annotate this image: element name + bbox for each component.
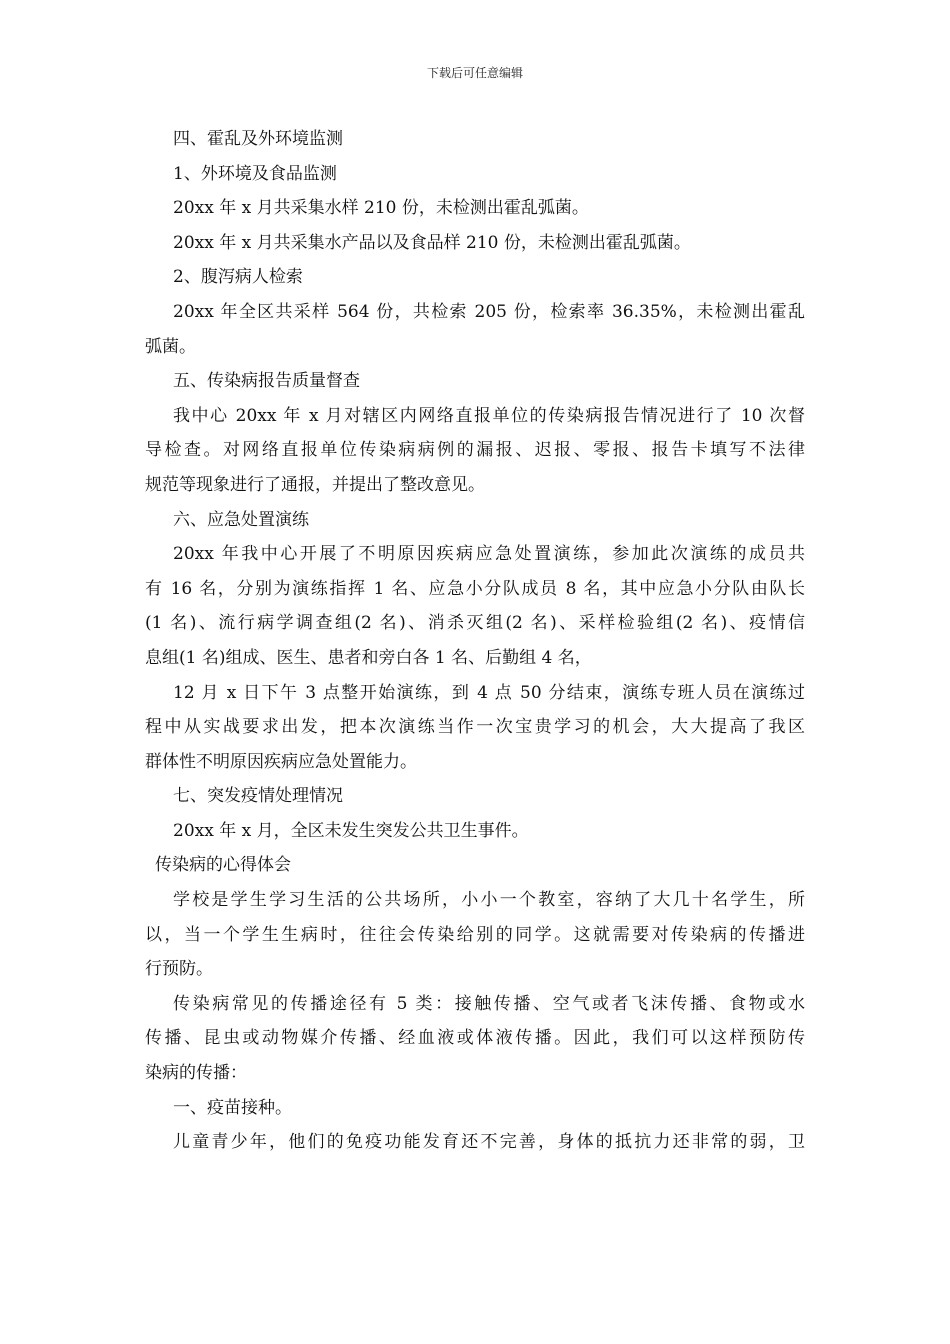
paragraph-line: 行预防。 — [145, 959, 213, 980]
paragraph-line: 程中从实战要求出发，把本次演练当作一次宝贵学习的机会，大大提高了我区 — [145, 717, 805, 738]
paragraph-line: 20xx 年全区共采样 564 份，共检索 205 份，检索率 36.35%，未检测出霍乱 — [173, 301, 805, 322]
page-header: 下载后可任意编辑 — [426, 66, 523, 80]
paragraph-line: 导检查。对网络直报单位传染病病例的漏报、迟报、零报、报告卡填写不法律 — [145, 440, 805, 461]
paragraph-line: 儿童青少年，他们的免疫功能发育还不完善，身体的抵抗力还非常的弱，卫 — [173, 1132, 805, 1153]
section-heading: 四、霍乱及外环境监测 — [173, 129, 343, 149]
document-body — [145, 122, 805, 1160]
paragraph-line: 20xx 年 x 月，全区未发生突发公共卫生事件。 — [173, 820, 529, 841]
paragraph-line: 传染病常见的传播途径有 5 类：接触传播、空气或者飞沫传播、食物或水 — [173, 993, 805, 1014]
paragraph-line: 传播、昆虫或动物媒介传播、经血液或体液传播。因此，我们可以这样预防传 — [145, 1028, 805, 1049]
paragraph-line: 学校是学生学习生活的公共场所，小小一个教室，容纳了大几十名学生，所 — [173, 890, 805, 911]
section-heading: 五、传染病报告质量督查 — [173, 371, 360, 392]
paragraph-line: (1 名)、流行病学调查组(2 名)、消杀灭组(2 名)、采样检验组(2 名)、疫情信 — [145, 613, 805, 634]
paragraph-line: 12 月 x 日下午 3 点整开始演练，到 4 点 50 分结束，演练专班人员在演练过 — [173, 682, 805, 703]
subsection-heading: 1、外环境及食品监测 — [173, 163, 337, 184]
paragraph-line: 20xx 年 x 月共采集水产品以及食品样 210 份，未检测出霍乱弧菌。 — [173, 232, 691, 253]
paragraph-line: 息组(1 名)组成、医生、患者和旁白各 1 名、后勤组 4 名， — [145, 647, 592, 668]
section-heading: 一、疫苗接种。 — [173, 1097, 292, 1118]
document-title: 传染病的心得体会 — [155, 855, 291, 876]
paragraph-line: 20xx 年我中心开展了不明原因疾病应急处置演练，参加此次演练的成员共 — [173, 544, 805, 565]
paragraph-line: 规范等现象进行了通报，并提出了整改意见。 — [145, 474, 485, 495]
paragraph-line: 20xx 年 x 月共采集水样 210 份，未检测出霍乱弧菌。 — [173, 198, 589, 219]
section-heading: 七、突发疫情处理情况 — [173, 786, 343, 807]
paragraph-line: 我中心 20xx 年 x 月对辖区内网络直报单位的传染病报告情况进行了 10 次督 — [173, 405, 805, 426]
section-heading: 六、应急处置演练 — [173, 509, 309, 530]
subsection-heading: 2、腹泻病人检索 — [173, 267, 303, 288]
paragraph-line: 有 16 名，分别为演练指挥 1 名、应急小分队成员 8 名，其中应急小分队由队长 — [145, 578, 805, 599]
paragraph-line: 以，当一个学生生病时，往往会传染给别的同学。这就需要对传染病的传播进 — [145, 924, 805, 945]
paragraph-line: 群体性不明原因疾病应急处置能力。 — [145, 751, 417, 772]
paragraph-line: 弧菌。 — [145, 336, 196, 357]
paragraph-line: 染病的传播： — [145, 1063, 247, 1084]
